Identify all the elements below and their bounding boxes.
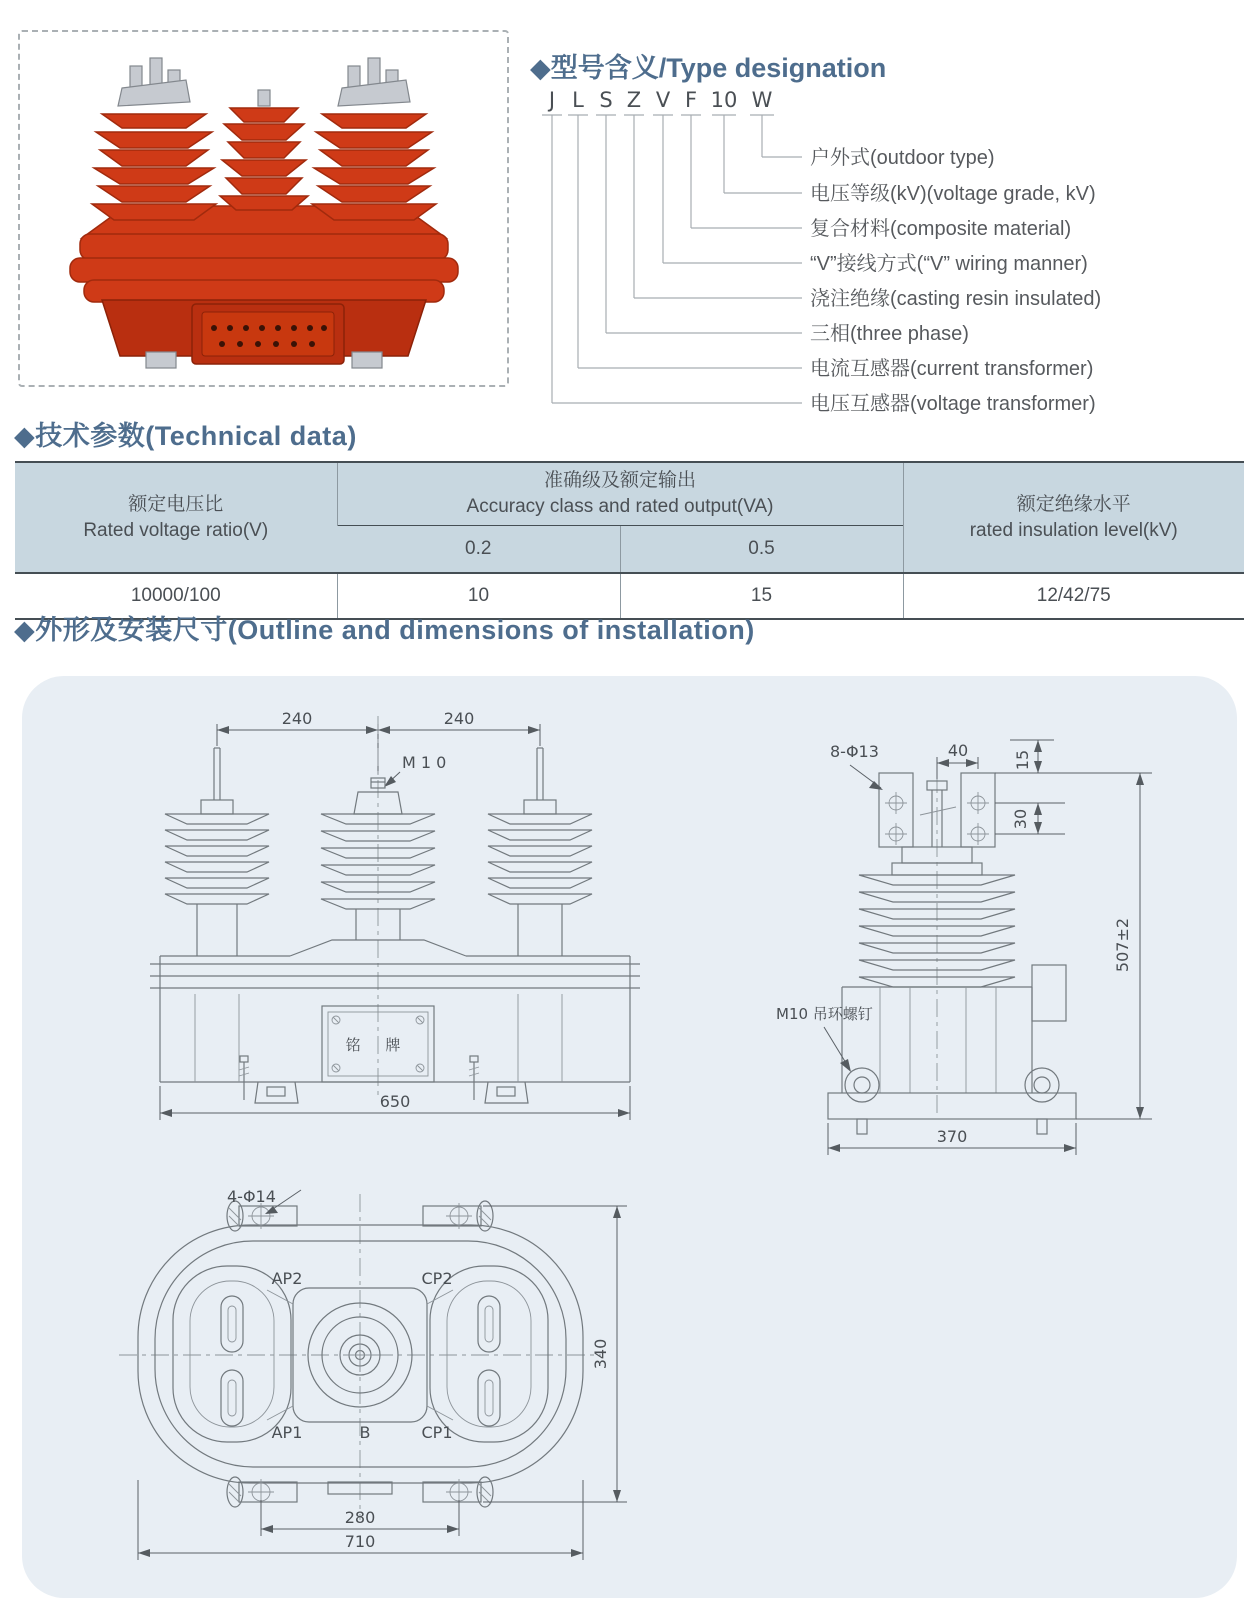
terminal-label-ap2: AP2 [271, 1269, 303, 1288]
terminal-label-cp2: CP2 [421, 1269, 453, 1288]
dim-label-507: 507±2 [1113, 917, 1132, 973]
technical-data-table [15, 461, 1244, 620]
type-code-letter: S [599, 89, 613, 112]
header-class-02: 0.2 [337, 526, 620, 574]
dim-label-240-left: 240 [281, 709, 313, 728]
side-dim-370 [828, 1123, 1076, 1155]
header-accuracy: 准确级及额定输出 Accuracy class and rated output(VA) [337, 462, 903, 526]
dim-label-15: 15 [1013, 749, 1032, 771]
type-meaning-label: “V”接线方式(“V” wiring manner) [810, 253, 1088, 275]
cell-output-02: 10 [337, 573, 620, 619]
type-code-letter: J [548, 89, 556, 112]
type-meaning-label: 复合材料(composite material) [810, 218, 1072, 240]
outline-title: ◆外形及安装尺寸(Outline and dimensions of installation) [14, 615, 755, 645]
front-right-bushing [488, 748, 592, 956]
type-designation-title: ◆型号含义/Type designation [530, 53, 887, 83]
top-4d14-callout [227, 1187, 301, 1214]
dim-label-m10: M 1 0 [402, 753, 447, 772]
top-view-drawing [115, 1180, 715, 1580]
cell-output-05: 15 [620, 573, 903, 619]
product-photo [34, 44, 494, 374]
terminal-label-cp1: CP1 [421, 1423, 453, 1442]
type-code-letter: F [684, 89, 698, 112]
side-lifting-callout [776, 1005, 873, 1072]
front-dim-240 [217, 709, 540, 774]
right-bushing [312, 58, 436, 220]
side-8d13-callout [830, 742, 883, 790]
dim-label-lifting: M10 吊环螺钉 [776, 1005, 873, 1023]
type-meaning-labels [810, 146, 1101, 415]
type-code-letter: Z [626, 89, 642, 112]
top-dim-340 [483, 1206, 627, 1502]
side-view-drawing [770, 715, 1240, 1160]
dim-label-280: 280 [344, 1508, 376, 1527]
dim-label-8d13: 8-Φ13 [830, 742, 879, 761]
type-meaning-label: 电压等级(kV)(voltage grade, kV) [810, 183, 1096, 205]
type-code-letter: L [572, 89, 584, 112]
header-insulation: 额定绝缘水平 rated insulation level(kV) [903, 462, 1244, 573]
type-meaning-label: 电压互感器(voltage transformer) [810, 393, 1096, 415]
cell-insulation: 12/42/75 [903, 573, 1244, 619]
type-code-letter: 10 [710, 89, 738, 112]
front-view-drawing [140, 700, 650, 1132]
dim-label-30: 30 [1011, 808, 1030, 830]
header-class-05: 0.5 [620, 526, 903, 574]
terminal-box [192, 304, 344, 364]
side-body [828, 965, 1076, 1134]
front-dim-650 [160, 1086, 630, 1120]
header-voltage-ratio: 额定电压比 Rated voltage ratio(V) [15, 462, 337, 573]
product-photo-frame [18, 30, 509, 387]
type-designation-diagram [530, 89, 1250, 424]
dim-label-370: 370 [936, 1127, 968, 1146]
front-m10-callout [384, 753, 446, 787]
side-dim-507 [1076, 773, 1152, 1119]
type-meaning-label: 电流互感器(current transformer) [810, 358, 1094, 380]
dim-label-4d14: 4-Φ14 [227, 1187, 276, 1206]
top-terminal-labels [272, 1269, 453, 1442]
outline-panel [22, 676, 1237, 1598]
side-dim-15-30 [995, 740, 1152, 834]
dim-label-650: 650 [379, 1092, 411, 1111]
front-left-bushing [165, 748, 269, 956]
type-code-letter: V [655, 89, 671, 112]
cell-voltage-ratio: 10000/100 [15, 573, 337, 619]
front-body [150, 940, 640, 1082]
center-bushing [220, 90, 308, 210]
type-meaning-label: 浇注绝缘(casting resin insulated) [810, 288, 1102, 310]
type-code-letters [547, 89, 773, 112]
dim-label-340: 340 [591, 1338, 610, 1370]
dim-label-240-right: 240 [443, 709, 475, 728]
terminal-label-b: B [359, 1423, 371, 1442]
left-bushing [92, 58, 216, 220]
type-designation-section [530, 46, 1250, 424]
dim-label-710: 710 [344, 1532, 376, 1551]
dim-label-40: 40 [947, 741, 969, 760]
technical-data-title: ◆技术参数(Technical data) [14, 421, 357, 451]
nameplate-label: 铭 牌 [345, 1036, 411, 1054]
type-fork-lines [552, 115, 802, 403]
terminal-label-ap1: AP1 [271, 1423, 303, 1442]
type-meaning-label: 户外式(outdoor type) [810, 147, 995, 169]
type-meaning-label: 三相(three phase) [810, 323, 969, 345]
type-code-letter: W [751, 89, 773, 112]
